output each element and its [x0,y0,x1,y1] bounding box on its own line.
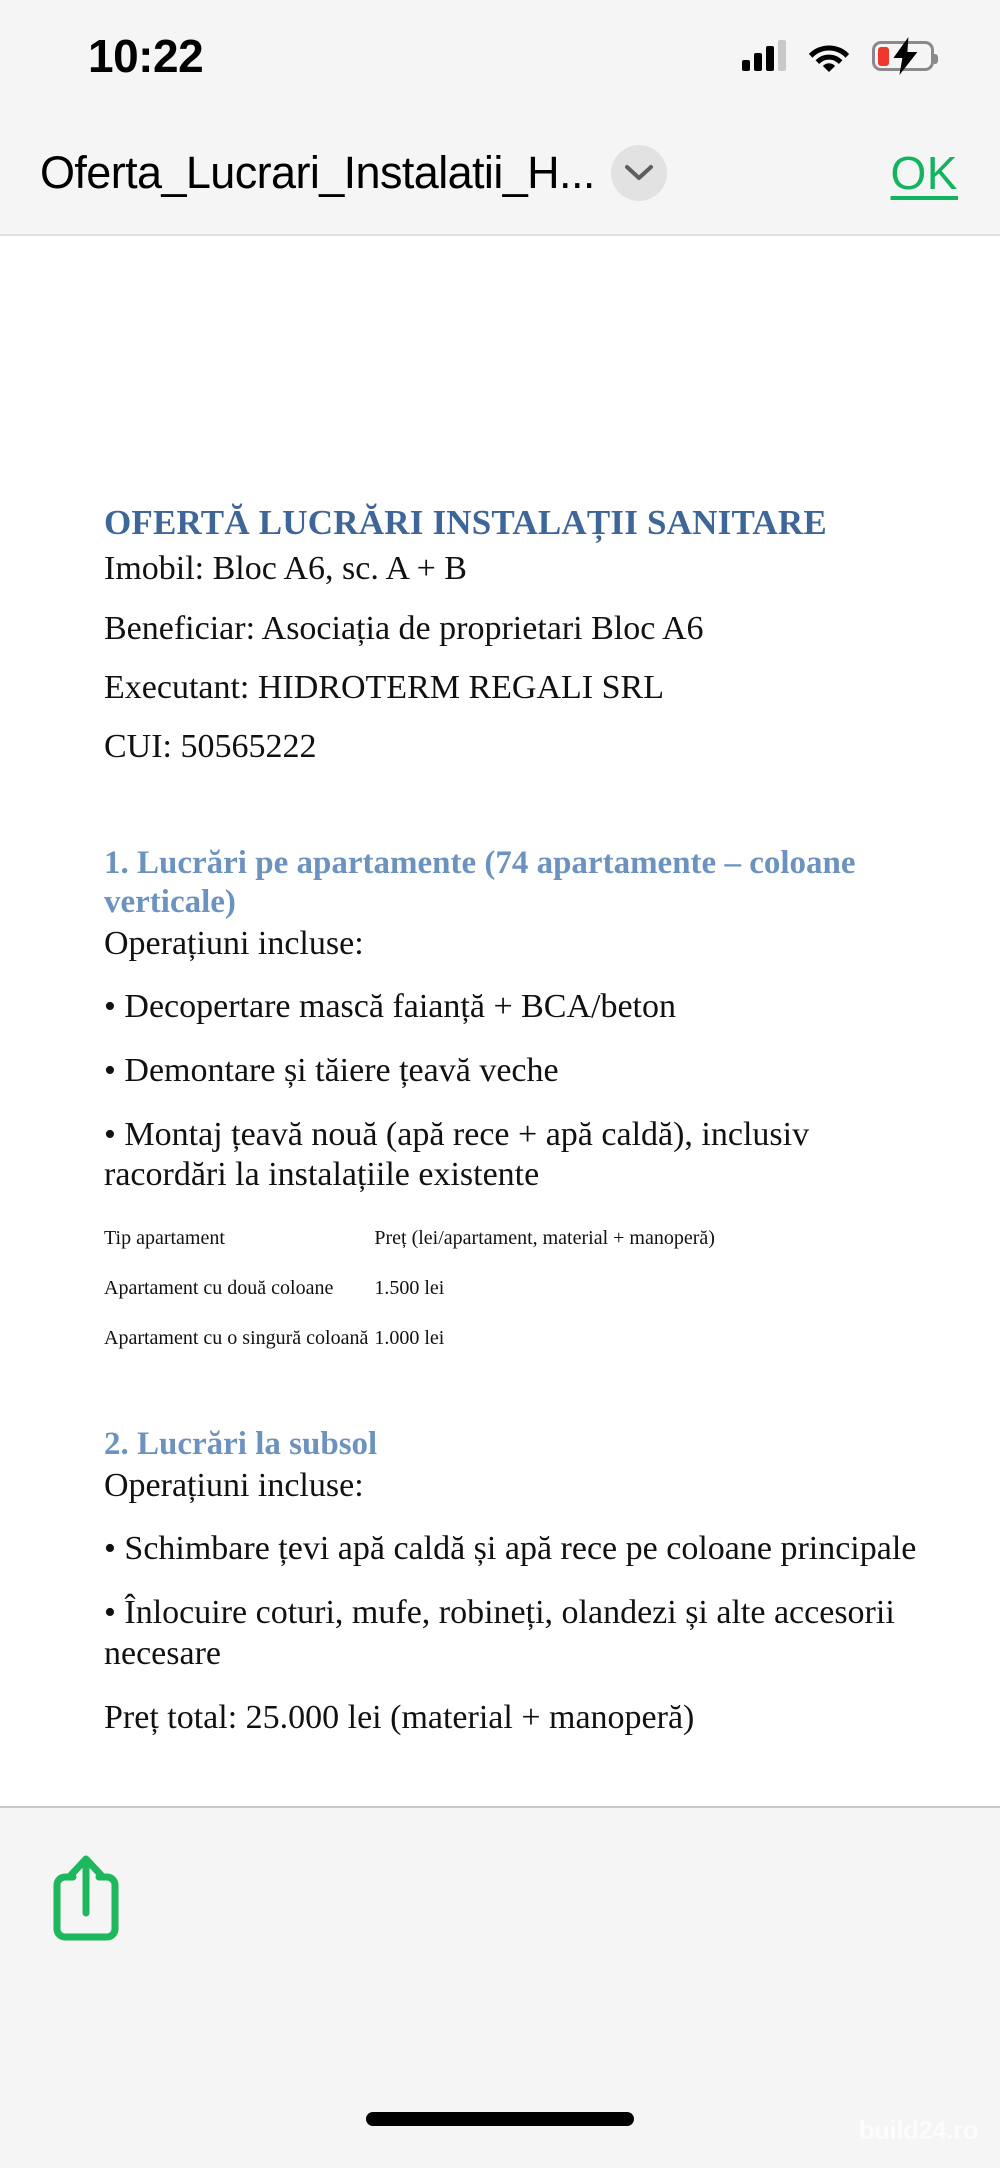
table-row [104,1219,930,1269]
home-indicator[interactable] [366,2112,634,2126]
table-row [104,1319,930,1369]
document-title: Oferta_Lucrari_Instalatii_H... [40,147,595,198]
document-page [0,236,1000,1930]
cellular-signal-icon [742,41,786,71]
watermark: build24.ro [858,2115,978,2145]
table-cell-price-1: 1.500 lei [374,1277,445,1300]
section-2-total: Preț total: 25.000 lei (material + manoperă) [104,1698,695,1736]
share-button[interactable] [46,1850,126,1946]
section-1-bullet-1: • Decopertare mască faianță + BCA/beton [104,987,677,1025]
battery-charging-low-icon [872,41,934,71]
table-row [104,1269,930,1319]
bottom-toolbar [0,1806,1000,2168]
status-icons [742,40,934,72]
document-title-bar [0,112,1000,236]
meta-line-executant: Executant: HIDROTERM REGALI SRL [104,669,664,707]
meta-line-cui: CUI: 50565222 [104,728,317,766]
wifi-icon [808,40,850,72]
meta-line-imobil: Imobil: Bloc A6, sc. A + B [104,550,467,588]
table-cell-type-2: Apartament cu o singură coloană [104,1327,369,1350]
price-table [104,1219,930,1369]
table-header-price: Preț (lei/apartament, material + manoperă) [374,1227,715,1250]
share-upload-icon [51,1855,121,1941]
section-2-subheading: Operațiuni incluse: [104,1467,364,1505]
document-scroll-area[interactable] [0,236,1000,1806]
section-1-heading: 1. Lucrări pe apartamente (74 apartamente – coloane verticale) [104,844,856,920]
section-2-bullet-2: • Înlocuire coturi, mufe, robineți, olandezi și alte accesorii necesare [104,1594,895,1672]
section-1-subheading: Operațiuni incluse: [104,924,364,962]
meta-line-beneficiar: Beneficiar: Asociația de proprietari Bloc A6 [104,609,704,647]
section-1-bullet-3: • Montaj țeavă nouă (apă rece + apă caldă), inclusiv racordări la instalațiile existente [104,1116,810,1194]
table-cell-type-1: Apartament cu două coloane [104,1277,334,1300]
status-clock: 10:22 [88,30,204,82]
section-2-heading: 2. Lucrări la subsol [104,1426,378,1463]
document-main-title: OFERTĂ LUCRĂRI INSTALAȚII SANITARE [104,503,827,542]
table-header-type: Tip apartament [104,1227,225,1250]
status-bar [0,0,1000,112]
ok-button[interactable]: OK [890,147,958,199]
section-1-bullet-2: • Demontare și tăiere țeavă veche [104,1051,559,1089]
section-2-bullet-1: • Schimbare țevi apă caldă și apă rece pe coloane principale [104,1530,917,1568]
chevron-down-icon[interactable] [611,145,667,201]
table-cell-price-2: 1.000 lei [374,1327,445,1350]
